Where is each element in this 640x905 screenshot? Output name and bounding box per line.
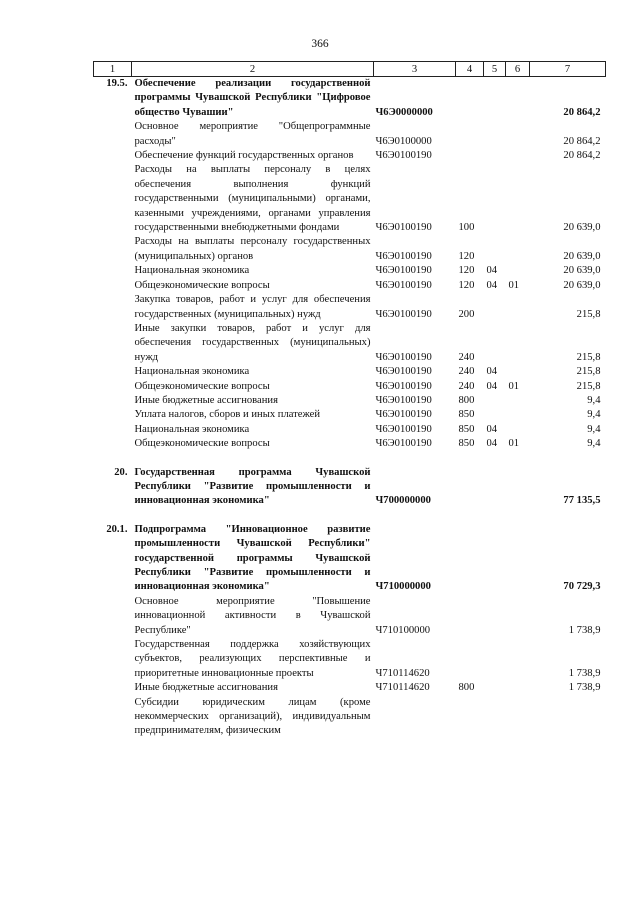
subsection-code: 01 [508,279,520,291]
amount: 1 738,9 [568,682,601,694]
table-row [94,77,606,121]
spacer-row [94,509,606,523]
row-title: Государственная программа Чувашской Республики "Развитие промышленности и инновационная экономика" [134,466,371,507]
row-number [94,365,132,379]
expense-type-code: 800 [458,394,475,406]
target-article-code: Ч6Э0100190 [375,222,432,234]
expense-type-code [456,120,484,149]
row-title: Национальная экономика [134,265,250,277]
subsection-code [506,77,530,121]
target-article-code: Ч6Э0100190 [375,308,432,320]
amount: 1 738,9 [568,624,601,636]
amount: 215,8 [576,351,601,363]
table-row [94,149,606,163]
target-article-code: Ч710114620 [375,682,430,694]
spacer-cell [94,509,606,523]
row-title: Общеэкономические вопросы [134,380,270,392]
row-title: Иные бюджетные ассигнования [134,394,278,406]
section-code: 04 [486,366,498,378]
row-number [94,235,132,264]
target-article-code: Ч6Э0100190 [375,351,432,363]
row-number [94,293,132,322]
row-number [94,681,132,695]
expense-type-code [456,149,484,163]
expense-type-code: 850 [458,423,475,435]
subsection-code [506,149,530,163]
row-number: 19.5. [106,78,128,89]
row-title: Субсидии юридическим лицам (кроме некоммерческих организаций), индивидуальным предпринимателям, физическим [134,696,371,737]
table-row [94,437,606,451]
row-number [94,264,132,278]
subsection-code [506,696,530,739]
target-article-code [374,696,456,739]
table-row [94,681,606,695]
subsection-code [506,163,530,235]
section-code: 04 [486,265,498,277]
subsection-code [506,523,530,595]
table-row [94,595,606,638]
expense-type-code: 200 [458,308,475,320]
table-row [94,264,606,278]
header-cell: 6 [506,62,530,77]
subsection-code [506,235,530,264]
amount: 1 738,9 [568,667,601,679]
expense-type-code: 120 [458,250,475,262]
expense-type-code: 120 [458,265,475,277]
section-code: 04 [486,279,498,291]
amount: 215,8 [576,366,601,378]
amount: 20 864,2 [563,106,601,118]
table-row [94,523,606,595]
row-title: Национальная экономика [134,423,250,435]
section-code [484,523,506,595]
row-title: Общеэкономические вопросы [134,438,270,450]
row-number [94,149,132,163]
expense-type-code: 240 [458,351,475,363]
target-article-code: Ч6Э0100190 [375,265,432,277]
amount: 9,4 [587,423,601,435]
amount: 70 729,3 [563,581,601,593]
page-number: 366 [311,38,329,50]
budget-table [93,61,606,739]
row-title: Обеспечение реализации государственной программы Чувашской Республики "Цифровое общество Чувашии" [134,78,371,118]
subsection-code: 01 [508,380,520,392]
expense-type-code [456,696,484,739]
row-number: 20. [114,466,128,478]
expense-type-code: 800 [458,682,475,694]
amount: 77 135,5 [563,495,601,507]
row-number [94,163,132,235]
row-title: Подпрограмма "Инновационное развитие промышленности Чувашской Республики" государственной программы Чувашской Республики "Развитие промышленности и инновационная экономика" [134,523,371,593]
subsection-code [506,322,530,365]
table-row [94,322,606,365]
target-article-code: Ч710114620 [375,667,430,679]
spacer-cell [94,452,606,466]
target-article-code: Ч6Э0100190 [375,250,432,262]
subsection-code [506,365,530,379]
target-article-code: Ч6Э0100190 [375,409,432,421]
table-row [94,279,606,293]
subsection-code: 01 [508,438,520,450]
row-title: Иные закупки товаров, работ и услуг для обеспечения государственных (муниципальных) нужд [134,322,371,363]
table-row [94,293,606,322]
row-title: Обеспечение функций государственных органов [134,150,354,162]
row-title: Иные бюджетные ассигнования [134,682,278,694]
row-title: Закупка товаров, работ и услуг для обеспечения государственных (муниципальных) нужд [134,294,371,320]
section-code [484,638,506,681]
target-article-code: Ч6Э0100190 [375,150,432,162]
target-article-code: Ч6Э0100190 [375,423,432,435]
row-number [94,394,132,408]
row-title: Расходы на выплаты персоналу государственных (муниципальных) органов [134,236,371,262]
section-code [484,394,506,408]
section-code [484,149,506,163]
subsection-code [506,120,530,149]
row-title: Уплата налогов, сборов и иных платежей [134,409,321,421]
section-code [484,235,506,264]
subsection-code [506,638,530,681]
table-row [94,423,606,437]
header-cell: 5 [484,62,506,77]
expense-type-code: 850 [458,409,475,421]
header-cell: 7 [530,62,606,77]
row-number [94,279,132,293]
section-code [484,696,506,739]
subsection-code [506,595,530,638]
section-code [484,681,506,695]
amount [530,696,606,739]
amount: 9,4 [587,438,601,450]
header-cell: 3 [374,62,456,77]
amount: 20 639,0 [563,250,601,262]
header-cell: 4 [456,62,484,77]
amount: 20 639,0 [563,222,601,234]
subsection-code [506,466,530,509]
target-article-code: Ч6Э0100190 [375,438,432,450]
amount: 20 864,2 [563,135,601,147]
table-row [94,466,606,509]
section-code [484,120,506,149]
section-code [484,293,506,322]
row-number [94,638,132,681]
table-row [94,365,606,379]
amount: 9,4 [587,394,601,406]
subsection-code [506,681,530,695]
subsection-code [506,423,530,437]
amount: 215,8 [576,380,601,392]
expense-type-code: 100 [458,222,475,234]
table-row [94,408,606,422]
target-article-code: Ч710000000 [375,581,431,593]
table-row [94,394,606,408]
section-code [484,163,506,235]
amount: 20 639,0 [563,265,601,277]
section-code [484,77,506,121]
row-number: 20.1. [106,523,128,535]
amount: 9,4 [587,409,601,421]
target-article-code: Ч700000000 [375,495,431,507]
subsection-code [506,293,530,322]
row-number [94,437,132,451]
subsection-code [506,394,530,408]
row-number [94,696,132,739]
section-code: 04 [486,438,498,450]
table-row [94,696,606,739]
table-header-row [94,62,606,77]
target-article-code: Ч6Э0100190 [375,394,432,406]
row-number [94,380,132,394]
section-code [484,322,506,365]
expense-type-code: 240 [458,380,475,392]
row-title: Государственная поддержка хозяйствующих субъектов, реализующих перспективные и приоритетные инновационные проекты [134,639,371,679]
expense-type-code: 850 [458,438,475,450]
subsection-code [506,264,530,278]
table-row [94,120,606,149]
amount: 215,8 [576,308,601,320]
expense-type-code [456,638,484,681]
row-title: Расходы на выплаты персоналу в целях обеспечения выполнения функций государственными (муниципальными) органами, казенными учреждениями, органами управления государственными внебюджетными фондами [134,164,371,234]
section-code: 04 [486,423,498,435]
row-number [94,322,132,365]
table-row [94,380,606,394]
row-title: Национальная экономика [134,366,250,378]
row-number [94,408,132,422]
expense-type-code [456,595,484,638]
target-article-code: Ч6Э0100190 [375,380,432,392]
table-row [94,163,606,235]
table-row [94,638,606,681]
expense-type-code [456,523,484,595]
section-code: 04 [486,380,498,392]
expense-type-code [456,77,484,121]
amount: 20 864,2 [563,150,601,162]
row-number [94,595,132,638]
header-cell: 2 [132,62,374,77]
section-code [484,408,506,422]
section-code [484,466,506,509]
row-title: Общеэкономические вопросы [134,279,270,291]
target-article-code: Ч6Э0100000 [375,135,432,147]
row-title: Основное мероприятие "Общепрограммные расходы" [134,121,371,147]
expense-type-code [456,466,484,509]
expense-type-code: 120 [458,279,475,291]
section-code [484,595,506,638]
target-article-code: Ч6Э0100190 [375,279,432,291]
row-number [94,120,132,149]
target-article-code: Ч710100000 [375,624,431,636]
subsection-code [506,408,530,422]
table-row [94,235,606,264]
target-article-code: Ч6Э0000000 [375,106,433,118]
header-cell: 1 [94,62,132,77]
amount: 20 639,0 [563,279,601,291]
target-article-code: Ч6Э0100190 [375,366,432,378]
expense-type-code: 240 [458,366,475,378]
row-number [94,423,132,437]
spacer-row [94,452,606,466]
row-title: Основное мероприятие "Повышение инновационной активности в Чувашской Республике" [134,595,371,636]
